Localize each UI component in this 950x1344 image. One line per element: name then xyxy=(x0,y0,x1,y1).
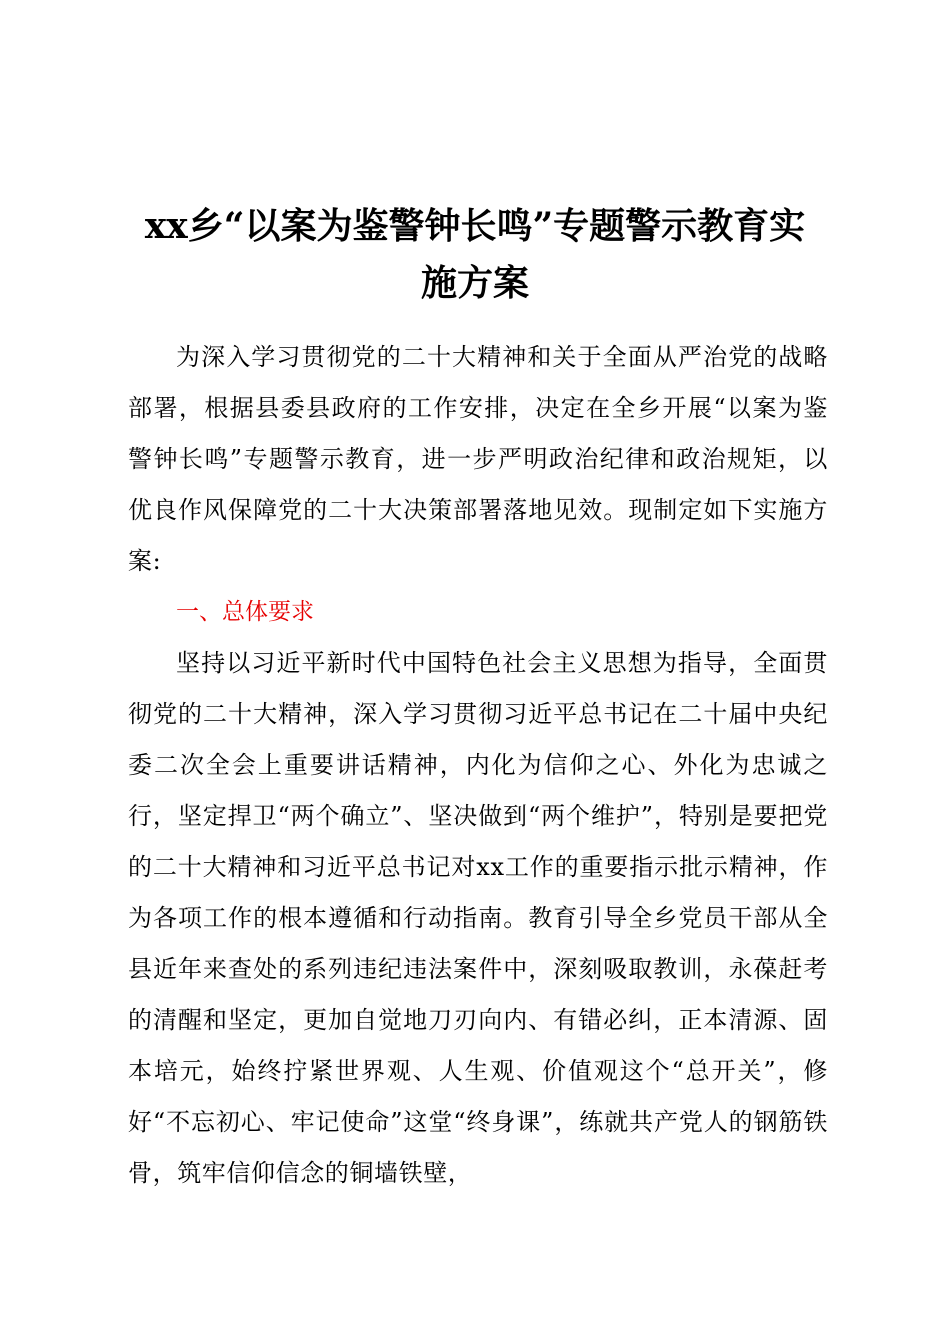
document-title: xx乡“以案为鉴警钟长鸣”专题警示教育实施方案 xyxy=(144,205,806,304)
requirements-paragraph: 坚持以习近平新时代中国特色社会主义思想为指导，全面贯彻党的二十大精神，深入学习贯彻习近平总书记在二十届中央纪委二次全会上重要讲话精神，内化为信仰之心、外化为忠诚之行，坚定捍卫“两个确立”、坚决做到“两个维护”，特别是要把党的二十大精神和习近平总书记对xx工作的重要指示批示精神，作为各项工作的根本遵循和行动指南。教育引导全乡党员干部从全县近年来查处的系列违纪违法案件中，深刻吸取教训，永葆赶考的清醒和坚定，更加自觉地刀刃向内、有错必纠，正本清源、固本培元，始终拧紧世界观、人生观、价值观这个“总开关”，修好“不忘初心、牢记使命”这堂“终身课”，练就共产党人的钢筋铁骨，筑牢信仰信念的铜墙铁壁， xyxy=(128,649,828,1187)
section-heading: 一、总体要求 xyxy=(176,599,314,625)
document-body xyxy=(128,332,828,1199)
intro-paragraph: 为深入学习贯彻党的二十大精神和关于全面从严治党的战略部署，根据县委县政府的工作安排，决定在全乡开展“以案为鉴警钟长鸣”专题警示教育，进一步严明政治纪律和政治规矩，以优良作风保障党的二十大决策部署落地见效。现制定如下实施方案: xyxy=(128,343,828,575)
